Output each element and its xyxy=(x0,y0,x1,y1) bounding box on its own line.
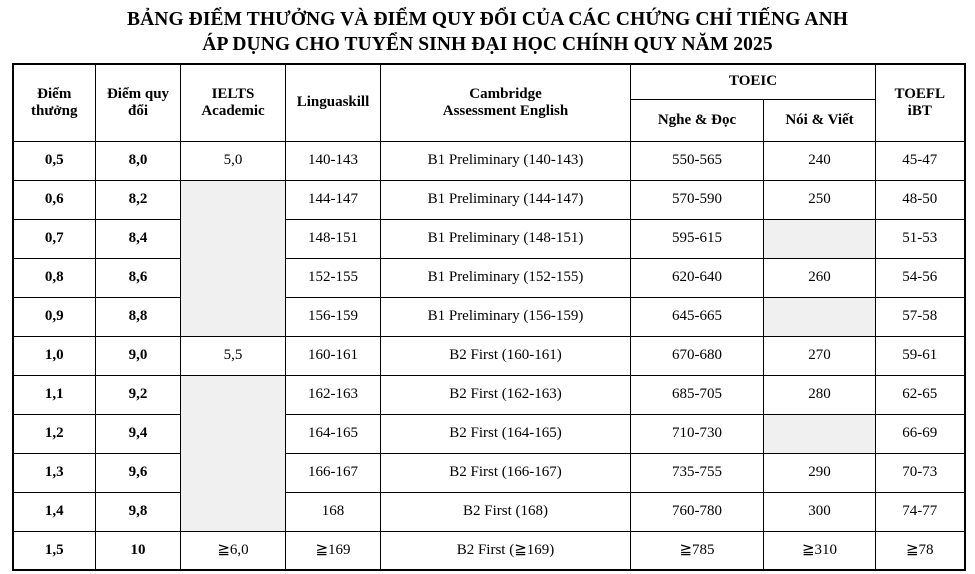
toefl-label-line2: iBT xyxy=(907,102,932,119)
cell-toeic-listening-reading: 620-640 xyxy=(631,258,764,297)
cell-toefl: 62-65 xyxy=(876,375,965,414)
table-row xyxy=(13,258,965,297)
cell-converted-score: 9,6 xyxy=(96,453,181,492)
cell-cambridge: B1 Preliminary (144-147) xyxy=(381,180,631,219)
cell-converted-score: 9,0 xyxy=(96,336,181,375)
cell-toeic-listening-reading: 735-755 xyxy=(631,453,764,492)
column-header-bonus-score xyxy=(13,64,96,141)
cell-bonus-score: 0,6 xyxy=(13,180,96,219)
cell-linguaskill: 156-159 xyxy=(286,297,381,336)
cell-converted-score: 8,2 xyxy=(96,180,181,219)
cell-toeic-speaking-writing: 250 xyxy=(764,180,876,219)
table-row xyxy=(13,141,965,180)
cell-cambridge: B2 First (164-165) xyxy=(381,414,631,453)
cell-toeic-speaking-writing: 290 xyxy=(764,453,876,492)
table-row xyxy=(13,414,965,453)
bonus-score-label-line1: Điểm xyxy=(37,85,72,102)
cell-toeic-speaking-writing xyxy=(764,219,876,258)
column-header-converted-score xyxy=(96,64,181,141)
cell-converted-score: 8,4 xyxy=(96,219,181,258)
cell-cambridge: B2 First (≧169) xyxy=(381,531,631,570)
cell-linguaskill: 162-163 xyxy=(286,375,381,414)
cell-toeic-listening-reading: ≧785 xyxy=(631,531,764,570)
cell-toefl: ≧78 xyxy=(876,531,965,570)
header-row-top xyxy=(13,64,965,99)
cell-toeic-listening-reading: 760-780 xyxy=(631,492,764,531)
table-row xyxy=(13,219,965,258)
cell-toeic-speaking-writing: 240 xyxy=(764,141,876,180)
cell-cambridge: B2 First (168) xyxy=(381,492,631,531)
cell-toefl: 74-77 xyxy=(876,492,965,531)
table-row xyxy=(13,336,965,375)
cell-cambridge: B2 First (166-167) xyxy=(381,453,631,492)
cell-toefl: 66-69 xyxy=(876,414,965,453)
cell-toeic-listening-reading: 550-565 xyxy=(631,141,764,180)
document-title xyxy=(0,0,975,57)
cell-cambridge: B2 First (160-161) xyxy=(381,336,631,375)
cell-converted-score: 9,4 xyxy=(96,414,181,453)
cell-bonus-score: 1,1 xyxy=(13,375,96,414)
cell-linguaskill: 152-155 xyxy=(286,258,381,297)
column-header-linguaskill: Linguaskill xyxy=(286,64,381,141)
cell-toeic-speaking-writing xyxy=(764,297,876,336)
cell-bonus-score: 1,2 xyxy=(13,414,96,453)
cell-bonus-score: 1,0 xyxy=(13,336,96,375)
table-row xyxy=(13,492,965,531)
cell-linguaskill: 140-143 xyxy=(286,141,381,180)
cell-converted-score: 10 xyxy=(96,531,181,570)
cell-toeic-listening-reading: 595-615 xyxy=(631,219,764,258)
cambridge-label-line2: Assessment English xyxy=(442,102,569,119)
cell-linguaskill: 168 xyxy=(286,492,381,531)
english-certificate-score-table xyxy=(12,63,966,571)
cell-converted-score: 8,6 xyxy=(96,258,181,297)
cell-toefl: 48-50 xyxy=(876,180,965,219)
cell-linguaskill: 160-161 xyxy=(286,336,381,375)
cell-ielts: 5,5 xyxy=(181,336,286,375)
title-line-2: ÁP DỤNG CHO TUYỂN SINH ĐẠI HỌC CHÍNH QUY NĂM 2025 xyxy=(202,34,773,55)
cell-bonus-score: 0,9 xyxy=(13,297,96,336)
column-header-toeic-speaking-writing: Nói & Viết xyxy=(764,99,876,141)
cell-toefl: 54-56 xyxy=(876,258,965,297)
table-row xyxy=(13,531,965,570)
cell-toeic-listening-reading: 670-680 xyxy=(631,336,764,375)
column-header-toeic-listening-reading: Nghe & Đọc xyxy=(631,99,764,141)
cell-cambridge: B1 Preliminary (140-143) xyxy=(381,141,631,180)
cambridge-label-line1: Cambridge xyxy=(469,85,542,102)
table-row xyxy=(13,453,965,492)
cell-cambridge: B2 First (162-163) xyxy=(381,375,631,414)
score-table-container xyxy=(12,63,964,571)
cell-toeic-speaking-writing: 300 xyxy=(764,492,876,531)
column-header-toeic-group: TOEIC xyxy=(631,64,876,99)
cell-bonus-score: 0,8 xyxy=(13,258,96,297)
cell-converted-score: 9,2 xyxy=(96,375,181,414)
cell-toeic-speaking-writing xyxy=(764,414,876,453)
cell-bonus-score: 0,7 xyxy=(13,219,96,258)
cell-bonus-score: 1,5 xyxy=(13,531,96,570)
column-header-toefl xyxy=(876,64,965,141)
cell-toefl: 70-73 xyxy=(876,453,965,492)
cell-toeic-speaking-writing: 280 xyxy=(764,375,876,414)
cell-ielts: 5,0 xyxy=(181,141,286,180)
cell-linguaskill: 144-147 xyxy=(286,180,381,219)
cell-bonus-score: 0,5 xyxy=(13,141,96,180)
table-body xyxy=(13,141,965,570)
cell-bonus-score: 1,3 xyxy=(13,453,96,492)
table-row xyxy=(13,297,965,336)
cell-linguaskill: 148-151 xyxy=(286,219,381,258)
cell-converted-score: 8,8 xyxy=(96,297,181,336)
table-row xyxy=(13,180,965,219)
table-row xyxy=(13,375,965,414)
cell-toeic-speaking-writing: ≧310 xyxy=(764,531,876,570)
table-header xyxy=(13,64,965,141)
toefl-label-line1: TOEFL xyxy=(894,85,946,102)
column-header-ielts xyxy=(181,64,286,141)
cell-converted-score: 9,8 xyxy=(96,492,181,531)
cell-bonus-score: 1,4 xyxy=(13,492,96,531)
cell-toeic-listening-reading: 570-590 xyxy=(631,180,764,219)
cell-toefl: 57-58 xyxy=(876,297,965,336)
cell-ielts xyxy=(181,180,286,336)
bonus-score-label-line2: thưởng xyxy=(31,102,78,119)
cell-ielts xyxy=(181,375,286,531)
column-header-cambridge xyxy=(381,64,631,141)
cell-cambridge: B1 Preliminary (152-155) xyxy=(381,258,631,297)
cell-toeic-listening-reading: 685-705 xyxy=(631,375,764,414)
cell-linguaskill: 164-165 xyxy=(286,414,381,453)
cell-toefl: 59-61 xyxy=(876,336,965,375)
cell-cambridge: B1 Preliminary (156-159) xyxy=(381,297,631,336)
converted-score-label-line1: Điểm quy xyxy=(106,85,170,102)
cell-cambridge: B1 Preliminary (148-151) xyxy=(381,219,631,258)
cell-toefl: 51-53 xyxy=(876,219,965,258)
cell-linguaskill: 166-167 xyxy=(286,453,381,492)
converted-score-label-line2: đổi xyxy=(127,102,148,119)
cell-linguaskill: ≧169 xyxy=(286,531,381,570)
cell-toeic-speaking-writing: 270 xyxy=(764,336,876,375)
ielts-label-line2: Academic xyxy=(201,102,265,119)
cell-toeic-listening-reading: 645-665 xyxy=(631,297,764,336)
cell-converted-score: 8,0 xyxy=(96,141,181,180)
cell-toeic-speaking-writing: 260 xyxy=(764,258,876,297)
cell-toefl: 45-47 xyxy=(876,141,965,180)
cell-toeic-listening-reading: 710-730 xyxy=(631,414,764,453)
title-line-1: BẢNG ĐIỂM THƯỞNG VÀ ĐIỂM QUY ĐỔI CỦA CÁC CHỨNG CHỈ TIẾNG ANH xyxy=(126,9,849,30)
cell-ielts: ≧6,0 xyxy=(181,531,286,570)
ielts-label-line1: IELTS xyxy=(211,85,255,102)
